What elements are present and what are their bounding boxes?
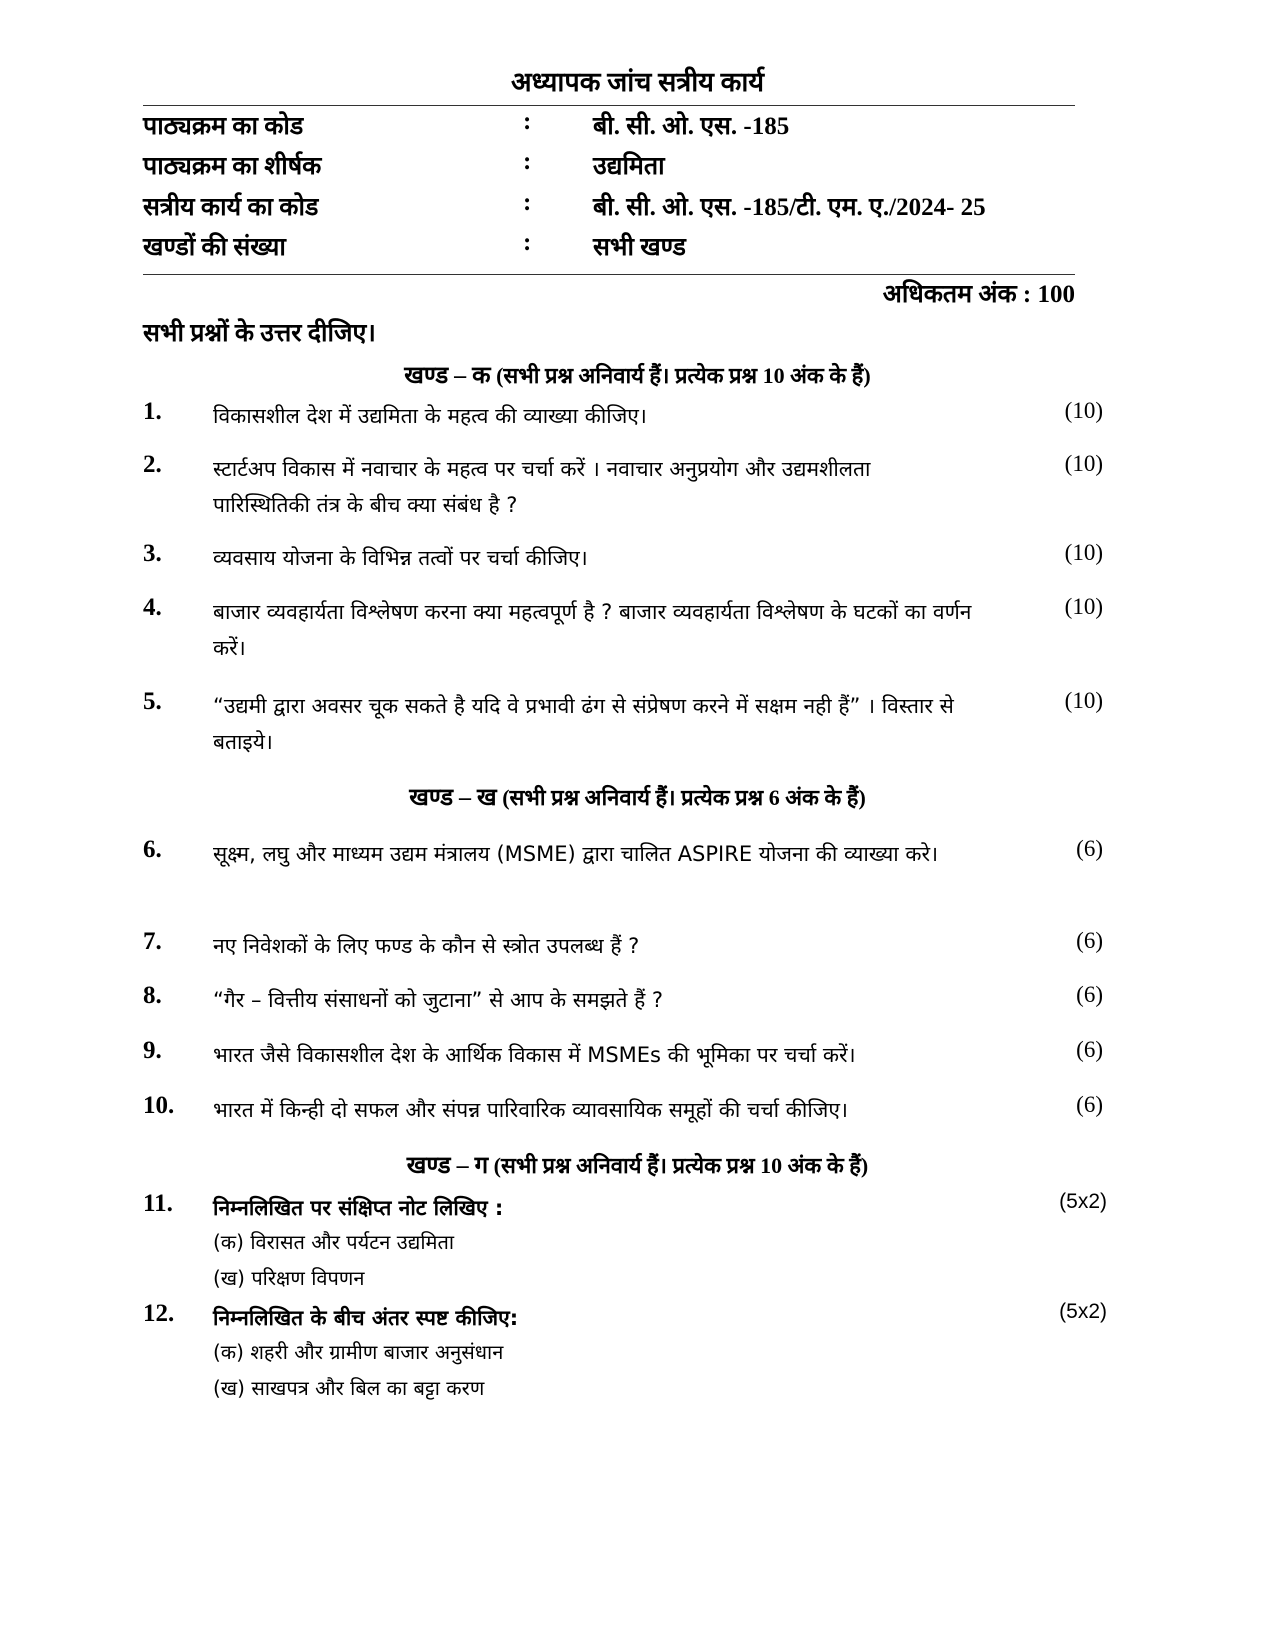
question-marks: (10)	[1064, 451, 1103, 476]
question-text: निम्नलिखित पर संक्षिप्त नोट लिखिए :	[213, 1196, 504, 1220]
question-number: 11.	[143, 1190, 173, 1217]
header-rule-top	[143, 105, 1075, 106]
meta-label: पाठ्यक्रम का शीर्षक	[143, 153, 322, 180]
question-12-part-b: (ख) साखपत्र और बिल का बट्टा करण	[213, 1376, 485, 1400]
question-text: भारत में किन्ही दो सफल और संपन्न पारिवारिक व्यावसायिक समूहों की चर्चा कीजिए।	[213, 1098, 848, 1122]
question-number: 7.	[143, 928, 162, 955]
question-number: 5.	[143, 688, 162, 715]
question-number: 1.	[143, 398, 162, 425]
question-text: निम्नलिखित के बीच अंतर स्पष्ट कीजिए:	[213, 1306, 519, 1330]
meta-value: उद्यमिता	[593, 153, 665, 180]
section-note: (सभी प्रश्न अनिवार्य हैं। प्रत्येक प्रश्न 6 अंक के हैं)	[502, 785, 866, 810]
question-text: नए निवेशकों के लिए फण्ड के कौन से स्त्रोत उपलब्ध हैं ?	[213, 934, 640, 958]
meta-label: सत्रीय कार्य का कोड	[143, 194, 319, 221]
question-text: बाजार व्यवहार्यता विश्लेषण करना क्या महत्वपूर्ण है ? बाजार व्यवहार्यता विश्लेषण के घटकों का वर्णन करें।	[213, 600, 972, 660]
question-marks: (10)	[1064, 688, 1103, 713]
header-rule-bottom	[143, 274, 1075, 275]
question-11-part-a: (क) विरासत और पर्यटन उद्यमिता	[213, 1230, 455, 1254]
question-marks: (10)	[1064, 540, 1103, 565]
question-number: 3.	[143, 540, 162, 567]
document-title: अध्यापक जांच सत्रीय कार्य	[510, 67, 765, 97]
meta-label: पाठ्यक्रम का कोड	[143, 113, 304, 140]
section-name: खण्ड – क	[404, 363, 491, 389]
question-number: 8.	[143, 982, 162, 1009]
question-marks: (6)	[1076, 1037, 1103, 1062]
question-number: 9.	[143, 1037, 162, 1064]
question-number: 2.	[143, 451, 162, 478]
question-marks: (6)	[1076, 928, 1103, 953]
question-11-part-b: (ख) परिक्षण विपणन	[213, 1266, 365, 1290]
question-marks: (5x2)	[1059, 1300, 1107, 1323]
question-number: 6.	[143, 836, 162, 863]
meta-value: सभी खण्ड	[593, 234, 686, 261]
question-marks: (6)	[1076, 836, 1103, 861]
meta-blocks	[143, 229, 1075, 265]
question-marks: (5x2)	[1059, 1190, 1107, 1213]
section-note: (सभी प्रश्न अनिवार्य हैं। प्रत्येक प्रश्न 10 अंक के हैं)	[493, 1153, 869, 1178]
question-number: 12.	[143, 1300, 175, 1327]
meta-colon: :	[523, 108, 532, 135]
meta-label: खण्डों की संख्या	[143, 234, 286, 261]
meta-value: बी. सी. ओ. एस. -185	[593, 113, 790, 140]
meta-course-title	[143, 148, 1075, 184]
meta-course-code	[143, 108, 1075, 144]
question-text: सूक्ष्म, लघु और माध्यम उद्यम मंत्रालय (MSME) द्वारा चालित ASPIRE योजना की व्याख्या करे।	[213, 842, 939, 866]
question-number: 4.	[143, 594, 162, 621]
question-number: 10.	[143, 1092, 175, 1119]
meta-value: बी. सी. ओ. एस. -185/टी. एम. ए./2024- 25	[593, 194, 986, 221]
instruction: सभी प्रश्नों के उत्तर दीजिए।	[143, 320, 376, 347]
section-heading-c	[0, 1148, 1275, 1181]
question-text: विकासशील देश में उद्यमिता के महत्व की व्याख्या कीजिए।	[213, 404, 647, 428]
section-heading-a	[0, 358, 1275, 391]
question-text: “गैर – वित्तीय संसाधनों को जुटाना” से आप के समझते हैं ?	[213, 988, 664, 1012]
question-marks: (6)	[1076, 1092, 1103, 1117]
question-text: स्टार्टअप विकास में नवाचार के महत्व पर चर्चा करें । नवाचार अनुप्रयोग और उद्यमशीलता पारिस्थितिकी तंत्र के बीच क्या संबंध है ?	[213, 457, 871, 517]
meta-assignment-code	[143, 189, 1075, 225]
section-heading-b	[0, 780, 1275, 813]
section-name: खण्ड – ग	[406, 1153, 489, 1179]
question-marks: (10)	[1064, 594, 1103, 619]
max-marks: अधिकतम अंक : 100	[882, 281, 1075, 308]
meta-colon: :	[523, 229, 532, 256]
meta-colon: :	[523, 148, 532, 175]
question-marks: (10)	[1064, 398, 1103, 423]
question-text: भारत जैसे विकासशील देश के आर्थिक विकास में MSMEs की भूमिका पर चर्चा करें।	[213, 1043, 856, 1067]
question-text: व्यवसाय योजना के विभिन्न तत्वों पर चर्चा कीजिए।	[213, 546, 588, 570]
section-name: खण्ड – ख	[409, 785, 497, 811]
question-12-part-a: (क) शहरी और ग्रामीण बाजार अनुसंधान	[213, 1340, 504, 1364]
question-marks: (6)	[1076, 982, 1103, 1007]
section-note: (सभी प्रश्न अनिवार्य हैं। प्रत्येक प्रश्न 10 अंक के हैं)	[496, 363, 871, 388]
meta-colon: :	[523, 189, 532, 216]
question-text: “उद्यमी द्वारा अवसर चूक सकते है यदि वे प्रभावी ढंग से संप्रेषण करने में सक्षम नही हैं” । विस्तार से बताइये।	[213, 694, 954, 754]
